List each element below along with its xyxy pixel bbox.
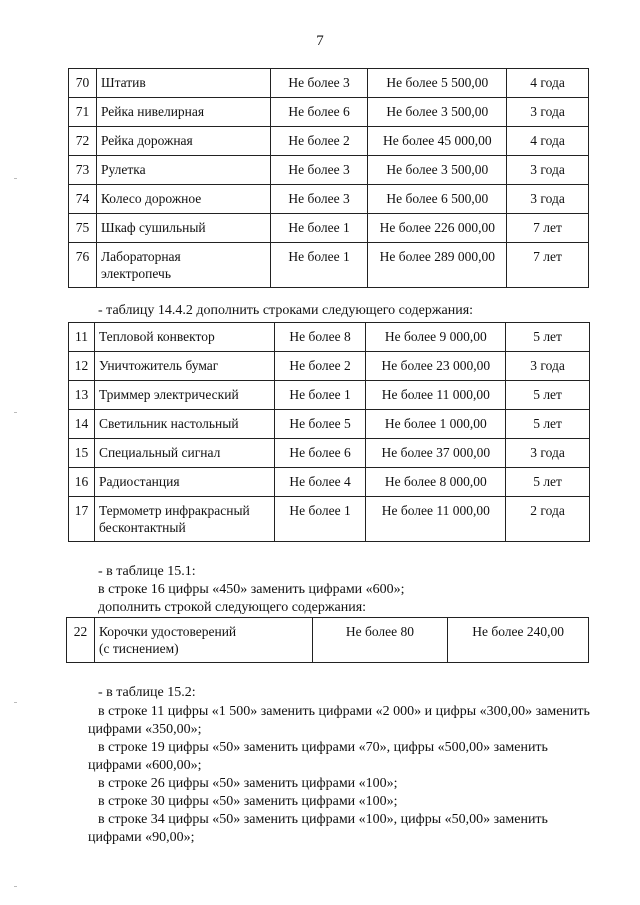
table-row <box>69 352 590 381</box>
table-cell: Не более 5 500,00 <box>368 69 507 98</box>
table-cell: Не более 6 <box>270 98 368 127</box>
table-cell: Не более 4 <box>274 468 366 497</box>
table-cell: Не более 23 000,00 <box>366 352 506 381</box>
table-cell: 76 <box>69 243 97 288</box>
table-row <box>69 497 590 542</box>
table-cell: 75 <box>69 214 97 243</box>
table-cell: 14 <box>69 410 95 439</box>
table-cell: Не более 3 <box>270 69 368 98</box>
table-15-2-item: в строке 30 цифры «50» заменить цифрами «100»; <box>98 794 398 809</box>
margin-mark <box>14 886 17 887</box>
margin-mark <box>14 702 17 703</box>
equipment-table-b <box>68 322 590 542</box>
table-cell: Триммер электрический <box>94 381 274 410</box>
table-cell: Не более 3 500,00 <box>368 98 507 127</box>
intro-table-14-4-2: - таблицу 14.4.2 дополнить строками следующего содержания: <box>98 303 474 318</box>
table-cell: Не более 8 <box>274 323 366 352</box>
table-row <box>69 410 590 439</box>
table-cell: 17 <box>69 497 95 542</box>
table-cell: 15 <box>69 439 95 468</box>
table-cell: 5 лет <box>506 410 590 439</box>
table-cell: Не более 1 <box>274 381 366 410</box>
table-cell: 3 года <box>506 352 590 381</box>
table-cell: Не более 2 <box>274 352 366 381</box>
table-cell: Не более 5 <box>274 410 366 439</box>
table-cell: 74 <box>69 185 97 214</box>
table-row <box>69 468 590 497</box>
table-cell: 3 года <box>507 185 589 214</box>
page-number: 7 <box>316 33 324 49</box>
table-cell: 22 <box>67 618 95 663</box>
table-cell: Не более 226 000,00 <box>368 214 507 243</box>
table-15-2-item: в строке 11 цифры «1 500» заменить цифрами «2 000» и цифры «300,00» заменить цифрами «350,00»; <box>88 704 590 737</box>
table-row <box>69 185 589 214</box>
table-cell: Не более 45 000,00 <box>368 127 507 156</box>
table-cell: Не более 1 <box>270 214 368 243</box>
table-cell: 72 <box>69 127 97 156</box>
table-row <box>69 127 589 156</box>
table-cell: Не более 2 <box>270 127 368 156</box>
table-15-2-heading: - в таблице 15.2: <box>98 685 196 700</box>
table-cell: Не более 3 <box>270 185 368 214</box>
table-row <box>69 243 589 288</box>
table-cell: 71 <box>69 98 97 127</box>
margin-mark <box>14 412 17 413</box>
table-cell: Не более 11 000,00 <box>366 381 506 410</box>
table-row <box>69 323 590 352</box>
table-row <box>67 618 589 663</box>
table-15-1-heading: - в таблице 15.1: <box>98 564 196 579</box>
table-15-2-item: в строке 34 цифры «50» заменить цифрами «100», цифры «50,00» заменить цифрами «90,00»; <box>88 812 548 845</box>
table-cell: Не более 3 <box>270 156 368 185</box>
table-cell: 73 <box>69 156 97 185</box>
table-cell: 70 <box>69 69 97 98</box>
table-cell: Не более 8 000,00 <box>366 468 506 497</box>
table-cell: 16 <box>69 468 95 497</box>
table-row <box>69 98 589 127</box>
table-cell: 4 года <box>507 127 589 156</box>
table-cell: Рулетка <box>96 156 270 185</box>
table-cell: Не более 289 000,00 <box>368 243 507 288</box>
table-row <box>69 214 589 243</box>
table-row <box>69 69 589 98</box>
table-cell: 2 года <box>506 497 590 542</box>
table-cell: Рейка нивелирная <box>96 98 270 127</box>
table-cell: Специальный сигнал <box>94 439 274 468</box>
margin-mark <box>14 178 17 179</box>
table-row <box>69 381 590 410</box>
table-cell: 3 года <box>507 156 589 185</box>
table-cell: Не более 1 <box>270 243 368 288</box>
table-cell: Не более 1 000,00 <box>366 410 506 439</box>
table-cell: Светильник настольный <box>94 410 274 439</box>
table-cell: Не более 9 000,00 <box>366 323 506 352</box>
table-cell: Тепловой конвектор <box>94 323 274 352</box>
table-cell: Рейка дорожная <box>96 127 270 156</box>
table-cell: Не более 6 500,00 <box>368 185 507 214</box>
table-cell: 5 лет <box>506 323 590 352</box>
table-cell: 4 года <box>507 69 589 98</box>
table-cell: Штатив <box>96 69 270 98</box>
table-cell: 5 лет <box>506 381 590 410</box>
table-15-2-item: в строке 19 цифры «50» заменить цифрами «70», цифры «500,00» заменить цифрами «600,00»; <box>88 740 548 773</box>
table-cell: Не более 6 <box>274 439 366 468</box>
table-cell: Колесо дорожное <box>96 185 270 214</box>
table-cell: 3 года <box>507 98 589 127</box>
table-cell: Не более 3 500,00 <box>368 156 507 185</box>
table-cell: Корочки удостоверений (с тиснением) <box>94 618 312 663</box>
equipment-table-a <box>68 68 589 288</box>
table-cell: Лабораторная электропечь <box>96 243 270 288</box>
table-cell: Не более 80 <box>312 618 448 663</box>
table-cell: 11 <box>69 323 95 352</box>
table-cell: 12 <box>69 352 95 381</box>
table-15-1-line2: дополнить строкой следующего содержания: <box>98 600 367 615</box>
table-cell: 13 <box>69 381 95 410</box>
table-15-2-item: в строке 26 цифры «50» заменить цифрами «100»; <box>98 776 398 791</box>
table-cell: 7 лет <box>507 243 589 288</box>
table-row <box>69 439 590 468</box>
certificate-table <box>66 617 589 663</box>
table-cell: 7 лет <box>507 214 589 243</box>
table-cell: Уничтожитель бумаг <box>94 352 274 381</box>
table-cell: Радиостанция <box>94 468 274 497</box>
table-cell: Термометр инфракрасный бесконтактный <box>94 497 274 542</box>
table-cell: Не более 37 000,00 <box>366 439 506 468</box>
table-cell: 5 лет <box>506 468 590 497</box>
table-15-1-line1: в строке 16 цифры «450» заменить цифрами «600»; <box>98 582 405 597</box>
table-cell: Не более 1 <box>274 497 366 542</box>
table-cell: Не более 240,00 <box>448 618 589 663</box>
table-cell: Шкаф сушильный <box>96 214 270 243</box>
table-cell: Не более 11 000,00 <box>366 497 506 542</box>
table-cell: 3 года <box>506 439 590 468</box>
table-row <box>69 156 589 185</box>
